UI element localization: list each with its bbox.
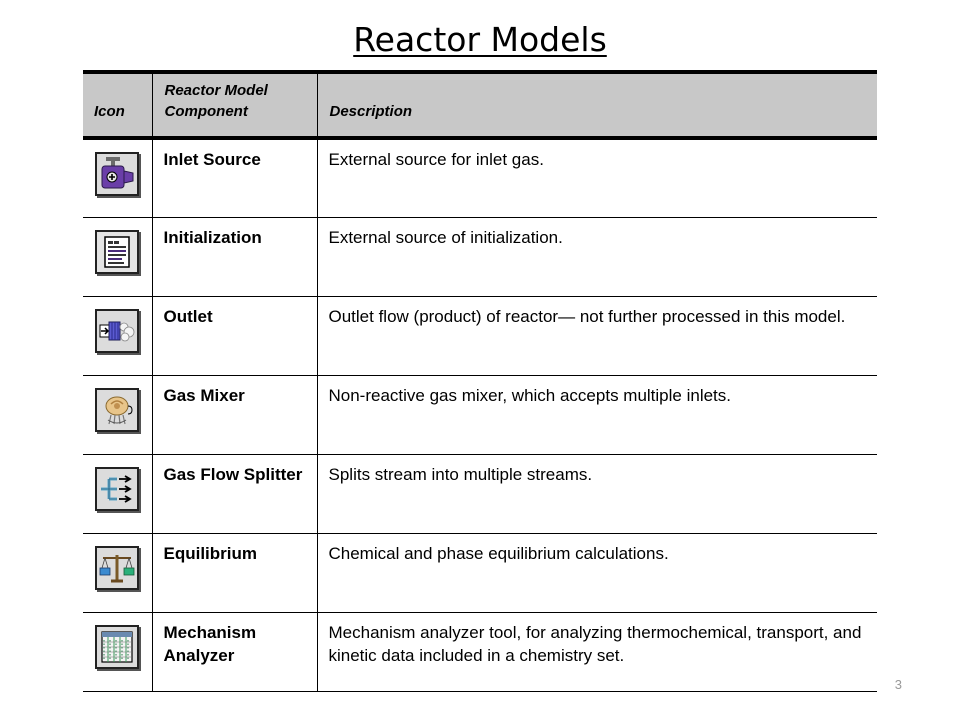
reactor-models-table-wrapper — [83, 70, 877, 692]
table-row — [83, 533, 877, 612]
component-name: Inlet Source — [152, 138, 317, 217]
table-header-row — [83, 72, 877, 138]
component-description: Outlet flow (product) of reactor— not further processed in this model. — [317, 296, 877, 375]
initialization-icon — [95, 230, 139, 274]
component-name: Gas Flow Splitter — [152, 454, 317, 533]
component-description: Mechanism analyzer tool, for analyzing thermochemical, transport, and kinetic data included in a chemistry set. — [317, 612, 877, 691]
icon-cell — [83, 217, 152, 296]
component-name: Gas Mixer — [152, 375, 317, 454]
icon-cell — [83, 375, 152, 454]
component-name: Equilibrium — [152, 533, 317, 612]
page-title: Reactor Models — [353, 20, 607, 59]
component-name — [152, 612, 317, 691]
reactor-models-table — [83, 70, 877, 692]
page-number: 3 — [894, 677, 902, 692]
icon-cell — [83, 612, 152, 691]
component-name: Outlet — [152, 296, 317, 375]
icon-cell — [83, 454, 152, 533]
header-icon: Icon — [83, 72, 152, 138]
table-row — [83, 138, 877, 217]
component-description: Non-reactive gas mixer, which accepts multiple inlets. — [317, 375, 877, 454]
equilibrium-icon — [95, 546, 139, 590]
gas-mixer-icon — [95, 388, 139, 432]
component-name-text: Mechanism Analyzer — [163, 622, 257, 665]
icon-cell — [83, 138, 152, 217]
component-name: Initialization — [152, 217, 317, 296]
component-description: External source of initialization. — [317, 217, 877, 296]
header-component-text: Reactor Model Component — [164, 82, 268, 120]
header-description: Description — [317, 72, 877, 138]
inlet-source-icon — [95, 152, 139, 196]
component-description: External source for inlet gas. — [317, 138, 877, 217]
header-component — [152, 72, 317, 138]
table-row — [83, 454, 877, 533]
mechanism-analyzer-icon — [95, 625, 139, 669]
table-row — [83, 296, 877, 375]
outlet-icon — [95, 309, 139, 353]
table-row — [83, 217, 877, 296]
icon-cell — [83, 296, 152, 375]
table-row — [83, 375, 877, 454]
gas-flow-splitter-icon — [95, 467, 139, 511]
component-description: Chemical and phase equilibrium calculations. — [317, 533, 877, 612]
table-row — [83, 612, 877, 691]
icon-cell — [83, 533, 152, 612]
component-description: Splits stream into multiple streams. — [317, 454, 877, 533]
